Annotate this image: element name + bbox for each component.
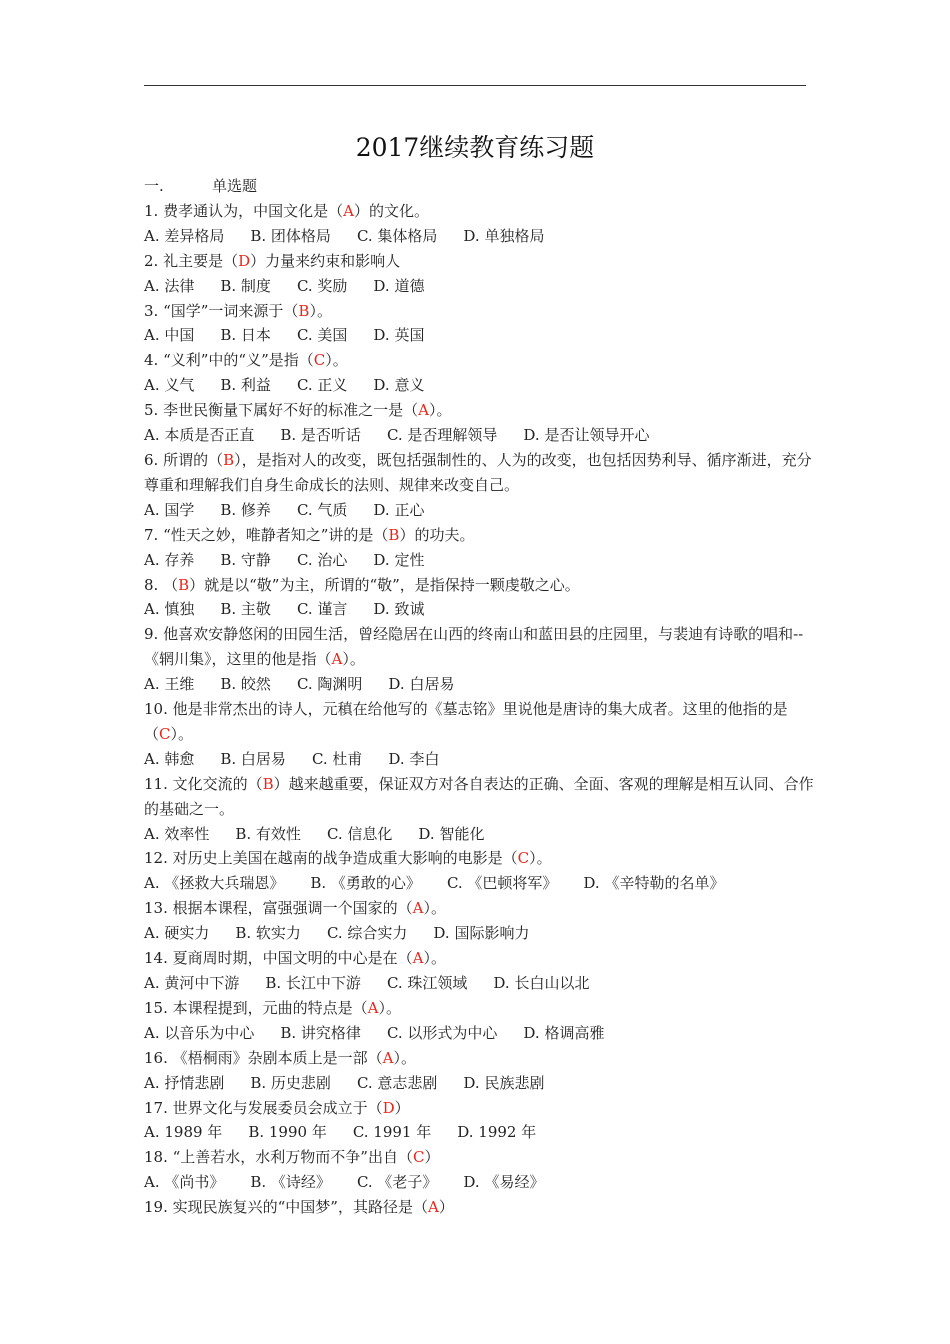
options-row	[144, 274, 820, 299]
option-a: A. 《尚书》	[144, 1173, 225, 1192]
question-text-end: ）。	[393, 1048, 416, 1067]
answer-letter: A	[343, 201, 354, 220]
answer-letter: A	[367, 998, 379, 1017]
option-d: D. 正心	[373, 500, 425, 519]
option-d: D. 《辛特勒的名单》	[583, 874, 725, 893]
option-b: B. 软实力	[235, 924, 301, 943]
option-d: D. 定性	[373, 550, 425, 569]
option-d: D. 长白山以北	[493, 974, 590, 992]
option-a: A. 以音乐为中心	[144, 1023, 255, 1042]
option-b: B. 历史悲剧	[250, 1073, 331, 1092]
option-b: B. 是否听话	[280, 426, 361, 445]
option-a: A. 韩愈	[144, 749, 195, 768]
option-d: D. 智能化	[418, 824, 485, 843]
question-stem	[144, 846, 820, 871]
option-c: C. 综合实力	[326, 924, 408, 943]
option-b: B. 主敬	[220, 600, 271, 619]
option-a: A. 1989 年	[144, 1123, 223, 1142]
option-a: A. 存养	[144, 550, 195, 569]
answer-letter: B	[298, 301, 310, 320]
question-text: 4. “义利”中的“义”是指（	[144, 351, 314, 370]
option-c: C. 气质	[296, 500, 348, 519]
question-text-end: ），是指对人的改变，既包括强制性的、人为的改变，也包括因势利导、循序渐进，充分尊重和理解我们自身生命成长的法则、规律来改变自己。	[144, 450, 812, 494]
question-stem	[144, 772, 820, 822]
option-b: B. 《诗经》	[250, 1173, 331, 1192]
option-d: D. 李白	[388, 749, 440, 768]
option-c: C. 信息化	[326, 824, 393, 843]
answer-letter: C	[412, 1148, 425, 1167]
answer-letter: B	[223, 450, 235, 469]
options-row	[144, 224, 820, 249]
question-text: 5. 李世民衡量下属好不好的标准之一是（	[144, 401, 419, 420]
document-title: 2017继续教育练习题	[355, 133, 595, 162]
option-d: D. 《易经》	[463, 1173, 545, 1192]
answer-letter: A	[382, 1048, 394, 1067]
question-text: 13. 根据本课程，富强强调一个国家的（	[144, 899, 413, 918]
option-c: C. 杜甫	[311, 749, 363, 768]
options-row	[144, 921, 820, 946]
question-stem	[144, 1145, 820, 1170]
option-b: B. 《勇敢的心》	[310, 874, 421, 893]
option-b: B. 讲究格律	[280, 1023, 361, 1042]
options-row	[144, 971, 820, 996]
option-a: A. 硬实力	[144, 924, 210, 943]
answer-letter: C	[313, 351, 326, 370]
question-text: 8. （	[144, 575, 179, 594]
question-text-end: ）。	[529, 849, 552, 868]
question-text-end: ）就是以“敬”为主，所谓的“敬”，是指保持一颗虔敬之心。	[189, 575, 580, 594]
options-row	[144, 871, 820, 896]
option-a: A. 差异格局	[144, 226, 225, 245]
option-d: D. 单独格局	[463, 226, 545, 245]
option-c: C. 集体格局	[356, 226, 438, 245]
option-b: B. 修养	[220, 500, 271, 519]
section-label: 单选题	[212, 177, 258, 195]
options-row	[144, 1120, 820, 1145]
option-d: D. 道德	[373, 276, 425, 295]
option-b: B. 白居易	[220, 749, 286, 768]
answer-letter: A	[412, 899, 424, 918]
options-row	[144, 597, 820, 622]
option-c: C. 治心	[296, 550, 348, 569]
question-stem	[144, 199, 820, 224]
answer-letter: A	[412, 949, 424, 968]
options-row	[144, 423, 820, 448]
option-a: A. 王维	[144, 675, 195, 694]
option-c: C. 《老子》	[356, 1173, 438, 1192]
question-text-end: ）的功夫。	[399, 525, 475, 544]
option-a: A. 效率性	[144, 824, 210, 843]
option-b: B. 1990 年	[248, 1123, 327, 1142]
option-d: D. 意义	[373, 376, 425, 395]
option-b: B. 制度	[220, 276, 271, 295]
option-d: D. 致诚	[373, 600, 425, 619]
option-c: C. 意志悲剧	[356, 1073, 438, 1092]
answer-letter: B	[388, 525, 400, 544]
option-a: A. 法律	[144, 276, 195, 295]
answer-letter: D	[238, 251, 251, 270]
option-a: A. 黄河中下游	[144, 974, 240, 992]
question-stem	[144, 1096, 820, 1121]
question-stem	[144, 946, 820, 971]
answer-letter: A	[418, 401, 429, 420]
question-stem	[144, 896, 820, 921]
question-stem	[144, 573, 820, 598]
question-text-end: ）。	[342, 650, 365, 669]
option-c: C. 正义	[296, 376, 348, 395]
option-c: C. 美国	[296, 326, 348, 345]
options-row	[144, 1170, 820, 1195]
question-text: 15. 本课程提到，元曲的特点是（	[144, 998, 368, 1017]
answer-letter: A	[427, 1198, 439, 1217]
question-text: 6. 所谓的（	[144, 450, 224, 469]
option-c: C. 陶渊明	[296, 675, 363, 694]
question-text: 2. 礼主要是（	[144, 251, 239, 270]
question-text: 9. 他喜欢安静悠闲的田园生活，曾经隐居在山西的终南山和蓝田县的庄园里，与裴迪有诗歌的唱和--《辋川集》，这里的他是指（	[144, 625, 804, 669]
question-text: 7. “性天之妙，唯静者知之”讲的是（	[144, 525, 389, 544]
options-row	[144, 1021, 820, 1046]
options-row	[144, 747, 820, 772]
answer-letter: B	[178, 575, 190, 594]
question-stem	[144, 299, 820, 324]
option-b: B. 长江中下游	[265, 974, 361, 992]
option-a: A. 中国	[144, 326, 195, 345]
option-c: C. 以形式为中心	[386, 1023, 498, 1042]
question-text: 16. 《梧桐雨》杂剧本质上是一部（	[144, 1048, 383, 1067]
option-a: A. 抒情悲剧	[144, 1073, 225, 1092]
option-a: A. 本质是否正直	[144, 426, 255, 445]
options-row	[144, 373, 820, 398]
question-text-end: ）。	[378, 998, 401, 1017]
option-d: D. 国际影响力	[433, 924, 530, 943]
question-text-end: ）越来越重要，保证双方对各自表达的正确、全面、客观的理解是相互认同、合作的基础之一。	[144, 774, 814, 818]
question-text-end: ）。	[423, 899, 446, 918]
option-b: B. 团体格局	[250, 226, 331, 245]
question-text: 1. 费孝通认为，中国文化是（	[144, 201, 344, 220]
option-d: D. 是否让领导开心	[523, 426, 650, 445]
option-b: B. 守静	[220, 550, 271, 569]
question-text-end: ）	[438, 1198, 454, 1217]
question-stem	[144, 697, 820, 747]
question-text: 12. 对历史上美国在越南的战争造成重大影响的电影是（	[144, 849, 518, 868]
question-text-end: ）。	[428, 401, 452, 420]
options-row	[144, 498, 820, 523]
option-d: D. 英国	[373, 326, 425, 345]
question-text: 14. 夏商周时期，中国文明的中心是在（	[144, 949, 413, 968]
option-d: D. 白居易	[388, 675, 455, 694]
option-a: A. 《拯救大兵瑞恩》	[144, 874, 285, 893]
option-d: D. 格调高雅	[523, 1023, 605, 1042]
option-b: B. 日本	[220, 326, 271, 345]
question-text: 11. 文化交流的（	[144, 774, 263, 793]
question-text: 3. “国学”一词来源于（	[144, 301, 299, 320]
option-b: B. 皎然	[220, 675, 271, 694]
question-text-end: ）。	[170, 724, 194, 743]
question-text-end: ）。	[423, 949, 446, 968]
options-row	[144, 323, 820, 348]
option-d: D. 民族悲剧	[463, 1073, 545, 1092]
answer-letter: C	[517, 849, 530, 868]
question-stem	[144, 348, 820, 373]
option-c: C. 《巴顿将军》	[446, 874, 558, 893]
question-text-end: ）	[424, 1148, 440, 1167]
option-a: A. 义气	[144, 376, 195, 395]
question-text-end: ）力量来约束和影响人	[250, 251, 401, 270]
question-stem	[144, 448, 820, 498]
question-text: 10. 他是非常杰出的诗人，元稹在给他写的《墓志铭》里说他是唐诗的集大成者。这里的他指的是（	[144, 700, 788, 743]
question-stem	[144, 1046, 820, 1071]
question-text-end: ）的文化。	[353, 201, 429, 220]
option-a: A. 慎独	[144, 600, 195, 619]
question-text-end: ）	[394, 1098, 410, 1117]
answer-letter: B	[262, 774, 274, 793]
options-row	[144, 672, 820, 697]
option-d: D. 1992 年	[457, 1123, 537, 1142]
option-c: C. 珠江领域	[386, 974, 468, 992]
option-c: C. 是否理解领导	[386, 426, 498, 445]
options-row	[144, 548, 820, 573]
question-list	[144, 174, 820, 1220]
option-c: C. 谨言	[296, 600, 348, 619]
question-stem	[144, 523, 820, 548]
question-text: 18. “上善若水，水利万物而不争”出自（	[144, 1148, 413, 1167]
answer-letter: C	[159, 724, 171, 743]
question-stem	[144, 398, 820, 423]
option-a: A. 国学	[144, 500, 195, 519]
section-number: 一.	[144, 177, 164, 195]
question-stem	[144, 1195, 820, 1220]
question-text: 19. 实现民族复兴的“中国梦”，其路径是（	[144, 1198, 428, 1217]
options-row	[144, 822, 820, 847]
question-text-end: ）。	[325, 351, 348, 370]
option-b: B. 有效性	[235, 824, 301, 843]
question-stem	[144, 622, 820, 672]
section-heading	[144, 174, 820, 199]
question-text: 17. 世界文化与发展委员会成立于（	[144, 1098, 383, 1117]
options-row	[144, 1071, 820, 1096]
option-c: C. 1991 年	[352, 1123, 432, 1142]
question-stem	[144, 249, 820, 274]
question-stem	[144, 996, 820, 1021]
answer-letter: A	[331, 650, 343, 669]
option-b: B. 利益	[220, 376, 271, 395]
answer-letter: D	[382, 1098, 395, 1117]
question-text-end: ）。	[309, 301, 332, 320]
header-rule	[144, 85, 806, 86]
option-c: C. 奖励	[296, 276, 348, 295]
